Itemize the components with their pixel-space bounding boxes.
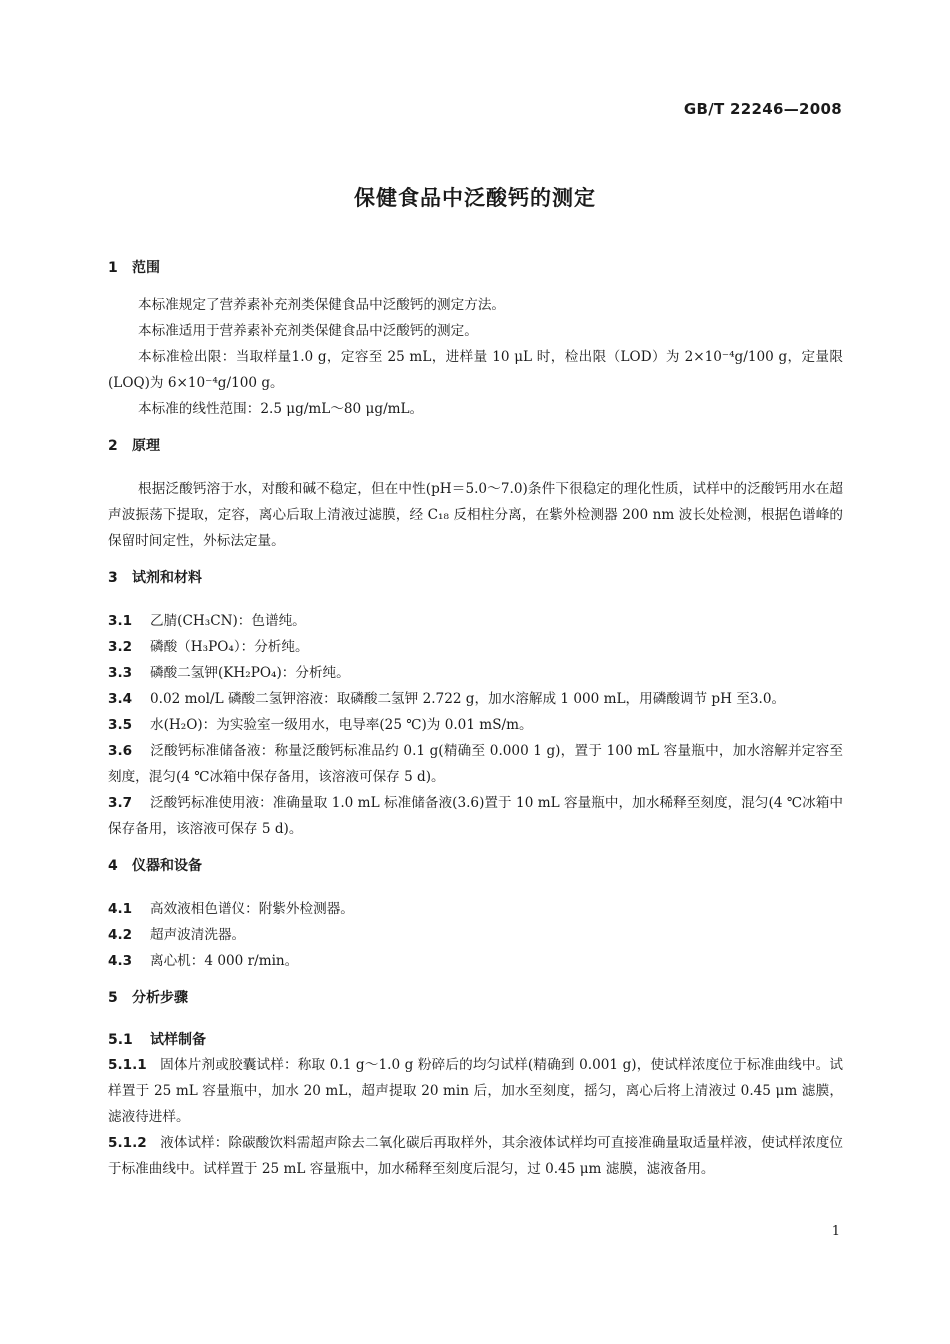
list-item: 3.4 0.02 mol/L 磷酸二氢钾溶液：取磷酸二氢钾 2.722 g，加水溶解成 1 000 mL，用磷酸调节 pH 至3.0。 bbox=[108, 691, 786, 707]
section-heading-1: 1 范围 bbox=[108, 260, 160, 276]
paragraph: 本标准规定了营养素补充剂类保健食品中泛酸钙的测定方法。 bbox=[138, 297, 506, 313]
paragraph: 本标准适用于营养素补充剂类保健食品中泛酸钙的测定。 bbox=[138, 323, 478, 339]
list-item: 3.1 乙腈(CH₃CN)：色谱纯。 bbox=[108, 613, 306, 629]
subsection-heading-5-1: 5.1 试样制备 bbox=[108, 1032, 206, 1048]
list-item: 4.2 超声波清洗器。 bbox=[108, 927, 246, 943]
section-heading-4: 4 仪器和设备 bbox=[108, 858, 202, 874]
section-heading-3: 3 试剂和材料 bbox=[108, 570, 202, 586]
list-item: 3.2 磷酸（H₃PO₄）：分析纯。 bbox=[108, 639, 309, 655]
list-item: 3.6 泛酸钙标准储备液：称量泛酸钙标准品约 0.1 g(精确至 0.000 1 g)，置于 100 mL 容量瓶中，加水溶解并定容至刻度，混匀(4 ℃冰箱中保存备用，该溶液可保存 5 d)。 bbox=[108, 743, 843, 785]
section-heading-2: 2 原理 bbox=[108, 438, 160, 454]
section-heading-5: 5 分析步骤 bbox=[108, 990, 188, 1006]
standard-code: GB/T 22246—2008 bbox=[683, 100, 842, 118]
paragraph: 本标准的线性范围：2.5 μg/mL～80 μg/mL。 bbox=[138, 401, 424, 417]
list-item: 5.1.1 固体片剂或胶囊试样：称取 0.1 g～1.0 g 粉碎后的均匀试样(精确到 0.001 g)，使试样浓度位于标准曲线中。试样置于 25 mL 容量瓶中，加水 20 mL，超声提取 20 min 后，加水至刻度，摇匀，离心后将上清液过 0.45 μm 滤膜，滤液待进样。 bbox=[108, 1057, 843, 1125]
paragraph: 根据泛酸钙溶于水，对酸和碱不稳定，但在中性(pH＝5.0～7.0)条件下很稳定的理化性质，试样中的泛酸钙用水在超声波振荡下提取，定容，离心后取上清液过滤膜，经 C₁₈ 反相柱分离，在紫外检测器 200 nm 波长处检测，根据色谱峰的保留时间定性，外标法定量。 bbox=[108, 481, 843, 549]
list-item: 3.3 磷酸二氢钾(KH₂PO₄)：分析纯。 bbox=[108, 665, 350, 681]
list-item: 3.7 泛酸钙标准使用液：准确量取 1.0 mL 标准储备液(3.6)置于 10 mL 容量瓶中，加水稀释至刻度，混匀(4 ℃冰箱中保存备用，该溶液可保存 5 d)。 bbox=[108, 795, 843, 837]
page-number: 1 bbox=[831, 1224, 840, 1239]
paragraph: 本标准检出限：当取样量1.0 g，定容至 25 mL，进样量 10 μL 时，检出限（LOD）为 2×10⁻⁴g/100 g，定量限(LOQ)为 6×10⁻⁴g/100 g。 bbox=[108, 349, 843, 391]
list-item: 4.3 离心机：4 000 r/min。 bbox=[108, 953, 299, 969]
list-item: 5.1.2 液体试样：除碳酸饮料需超声除去二氧化碳后再取样外，其余液体试样均可直接准确量取适量样液，使试样浓度位于标准曲线中。试样置于 25 mL 容量瓶中，加水稀释至刻度后混匀，过 0.45 μm 滤膜，滤液备用。 bbox=[108, 1135, 843, 1177]
list-item: 4.1 高效液相色谱仪：附紫外检测器。 bbox=[108, 901, 354, 917]
document-title: 保健食品中泛酸钙的测定 bbox=[354, 186, 596, 210]
list-item: 3.5 水(H₂O)：为实验室一级用水，电导率(25 ℃)为 0.01 mS/m。 bbox=[108, 717, 533, 733]
document-body bbox=[108, 256, 843, 1182]
